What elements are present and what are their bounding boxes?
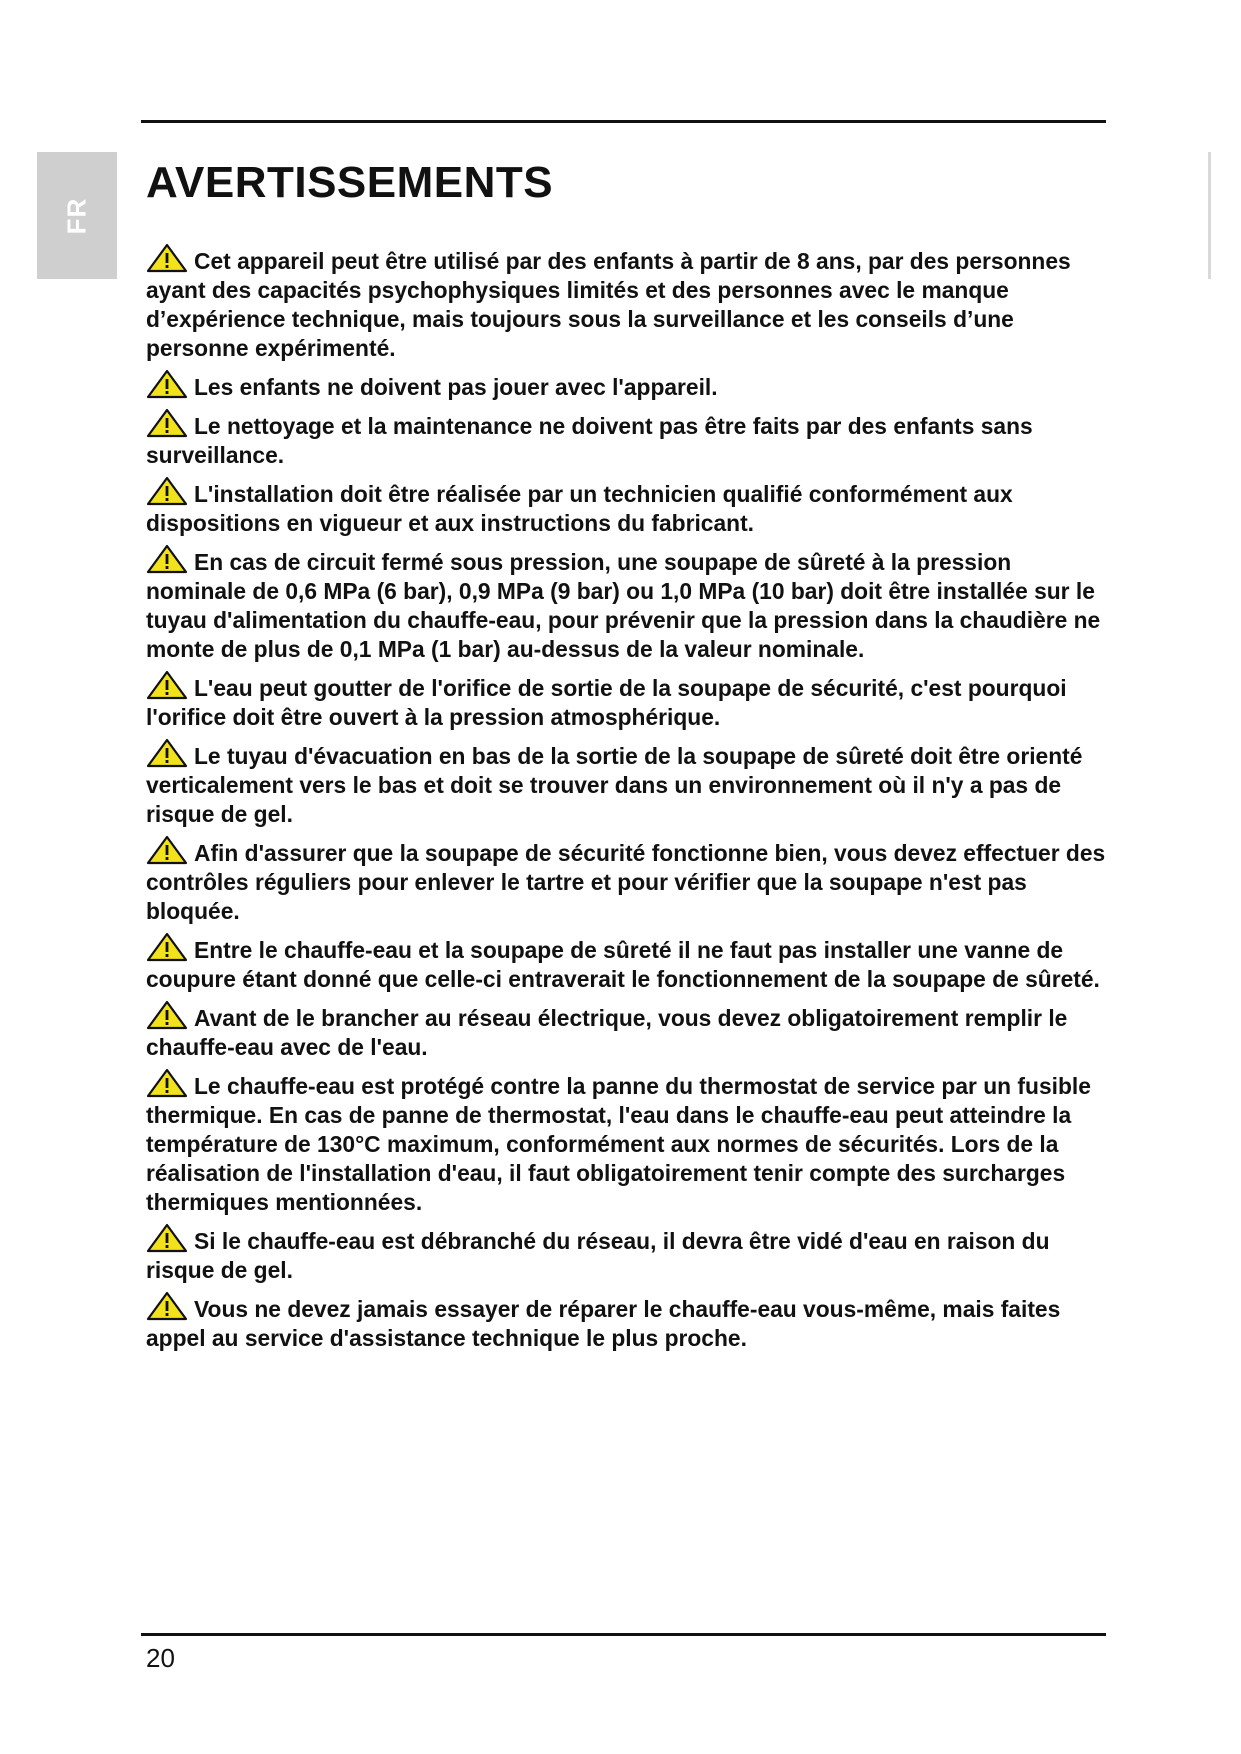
- bottom-divider: [141, 1633, 1106, 1636]
- warning-triangle-icon: [146, 476, 188, 506]
- warning-item: [146, 738, 1106, 829]
- warning-triangle-icon: [146, 1291, 188, 1321]
- warning-text: Les enfants ne doivent pas jouer avec l'appareil.: [194, 374, 718, 400]
- warning-item: [146, 243, 1106, 363]
- warning-text: Le nettoyage et la maintenance ne doivent pas être faits par des enfants sans surveillance.: [146, 413, 1033, 468]
- warning-text: Avant de le brancher au réseau électrique, vous devez obligatoirement remplir le chauffe-eau avec de l'eau.: [146, 1005, 1068, 1060]
- warning-item: [146, 1223, 1106, 1285]
- warning-item: [146, 932, 1106, 994]
- warning-text: En cas de circuit fermé sous pression, une soupape de sûreté à la pression nominale de 0,6 MPa (6 bar), 0,9 MPa (9 bar) ou 1,0 MPa (10 bar) doit être installée sur le tuyau d'alimentation du chauffe-eau, pour prévenir que la pression dans la chaudière ne monte de plus de 0,1 MPa (1 bar) au-dessus de la valeur nominale.: [146, 549, 1101, 662]
- warning-triangle-icon: [146, 670, 188, 700]
- language-tab-label: FR: [61, 197, 92, 234]
- warning-triangle-icon: [146, 1000, 188, 1030]
- page-number: 20: [146, 1643, 175, 1673]
- top-divider: [141, 120, 1106, 123]
- warning-item: [146, 369, 1106, 402]
- warning-text: L'installation doit être réalisée par un technicien qualifié conformément aux dispositions en vigueur et aux instructions du fabricant.: [146, 481, 1013, 536]
- warning-item: [146, 544, 1106, 664]
- warning-triangle-icon: [146, 932, 188, 962]
- warning-item: [146, 408, 1106, 470]
- warning-item: [146, 1291, 1106, 1353]
- warning-text: Le chauffe-eau est protégé contre la panne du thermostat de service par un fusible thermique. En cas de panne de thermostat, l'eau dans le chauffe-eau peut atteindre la température de 130°C maximum, conformément aux normes de sécurités. Lors de la réalisation de l'installation d'eau, il faut obligatoirement tenir compte des surcharges thermiques mentionnées.: [146, 1073, 1091, 1215]
- warning-item: [146, 476, 1106, 538]
- warning-item: [146, 1068, 1106, 1217]
- warning-text: L'eau peut goutter de l'orifice de sortie de la soupape de sécurité, c'est pourquoi l'orifice doit être ouvert à la pression atmosphérique.: [146, 675, 1067, 730]
- warning-text: Vous ne devez jamais essayer de réparer le chauffe-eau vous-même, mais faites appel au service d'assistance technique le plus proche.: [146, 1296, 1061, 1351]
- warning-triangle-icon: [146, 243, 188, 273]
- language-tab: [37, 152, 117, 279]
- page-edge-mark: [1208, 152, 1211, 279]
- warning-triangle-icon: [146, 1223, 188, 1253]
- warning-triangle-icon: [146, 738, 188, 768]
- warning-item: [146, 835, 1106, 926]
- warning-text: Cet appareil peut être utilisé par des enfants à partir de 8 ans, par des personnes ayant des capacités psychophysiques limités et des personnes avec le manque d’expérience technique, mais toujours sous la surveillance et les conseils d’une personne expérimenté.: [146, 248, 1071, 361]
- warning-triangle-icon: [146, 408, 188, 438]
- page-title: AVERTISSEMENTS: [146, 158, 554, 207]
- warning-triangle-icon: [146, 835, 188, 865]
- warning-triangle-icon: [146, 544, 188, 574]
- warnings-list: [146, 243, 1106, 1359]
- warning-triangle-icon: [146, 369, 188, 399]
- warning-item: [146, 670, 1106, 732]
- warning-text: Si le chauffe-eau est débranché du réseau, il devra être vidé d'eau en raison du risque de gel.: [146, 1228, 1050, 1283]
- warning-triangle-icon: [146, 1068, 188, 1098]
- warning-text: Le tuyau d'évacuation en bas de la sortie de la soupape de sûreté doit être orienté verticalement vers le bas et doit se trouver dans un environnement où il n'y a pas de risque de gel.: [146, 743, 1083, 827]
- warning-text: Entre le chauffe-eau et la soupape de sûreté il ne faut pas installer une vanne de coupure étant donné que celle-ci entraverait le fonctionnement de la soupape de sûreté.: [146, 937, 1100, 992]
- warning-text: Afin d'assurer que la soupape de sécurité fonctionne bien, vous devez effectuer des contrôles réguliers pour enlever le tartre et pour vérifier que la soupape n'est pas bloquée.: [146, 840, 1106, 924]
- warning-item: [146, 1000, 1106, 1062]
